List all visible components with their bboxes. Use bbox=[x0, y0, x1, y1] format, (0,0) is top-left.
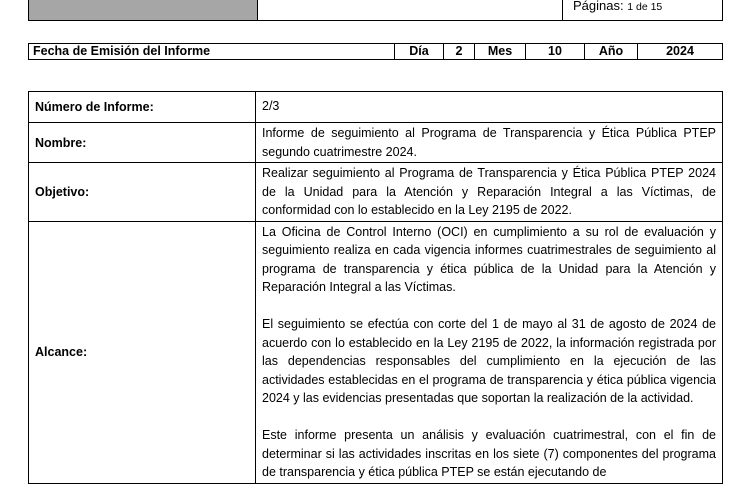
alcance-value bbox=[256, 221, 723, 483]
month-label: Mes bbox=[475, 44, 526, 60]
day-label: Día bbox=[395, 44, 444, 60]
numero-label: Número de Informe: bbox=[29, 92, 256, 123]
day-value: 2 bbox=[444, 44, 475, 60]
month-value: 10 bbox=[526, 44, 585, 60]
alcance-paragraph-3: Este informe presenta un análisis y evaluación cuatrimestral, con el fin de determinar si las actividades inscritas en los siete (7) componentes del programa de transparencia y ética pública PTEP se están ejecutando de bbox=[262, 428, 716, 479]
header-pages-cell bbox=[563, 0, 723, 21]
header-logo-cell bbox=[28, 0, 258, 21]
pages-value: 1 de 15 bbox=[627, 1, 663, 13]
nombre-label: Nombre: bbox=[29, 123, 256, 163]
alcance-paragraph-2: El seguimiento se efectúa con corte del 1 de mayo al 31 de agosto de 2024 de acuerdo con lo establecido en la Ley 2195 de 2022, la información registrada por las dependencias responsables del cumplimiento en la ejecución de las actividades establecidas en el programa de transparencia y ética pública vigencia 2024 y las evidencias presentadas que soportan la realización de la actividad. bbox=[262, 317, 716, 405]
nombre-value: Informe de seguimiento al Programa de Transparencia y Ética Pública PTEP segundo cuatrimestre 2024. bbox=[256, 123, 723, 163]
row-nombre bbox=[29, 123, 723, 163]
alcance-paragraph-1: La Oficina de Control Interno (OCI) en cumplimiento a su rol de evaluación y seguimiento realiza en cada vigencia informes cuatrimestrales de seguimiento al programa de transparencia y ética pública de la Unidad para la Atención y Reparación Integral a las Víctimas. bbox=[262, 224, 716, 294]
row-alcance bbox=[29, 221, 723, 483]
year-value: 2024 bbox=[666, 44, 694, 58]
report-info-table bbox=[28, 91, 723, 484]
year-label: Año bbox=[585, 44, 638, 60]
alcance-label: Alcance: bbox=[29, 221, 256, 483]
emission-date-label: Fecha de Emisión del Informe bbox=[29, 44, 395, 60]
row-objetivo bbox=[29, 163, 723, 222]
objetivo-label: Objetivo: bbox=[29, 163, 256, 222]
objetivo-value: Realizar seguimiento al Programa de Transparencia y Ética Pública PTEP 2024 de la Unidad para la Atención y Reparación Integral a las Víctimas, de conformidad con lo establecido en la Ley 2195 de 2022. bbox=[256, 163, 723, 222]
numero-value: 2/3 bbox=[256, 92, 723, 123]
emission-date-table bbox=[28, 43, 723, 60]
header-title-cell bbox=[258, 0, 563, 21]
pages-label: Páginas: bbox=[573, 0, 624, 13]
row-numero bbox=[29, 92, 723, 123]
